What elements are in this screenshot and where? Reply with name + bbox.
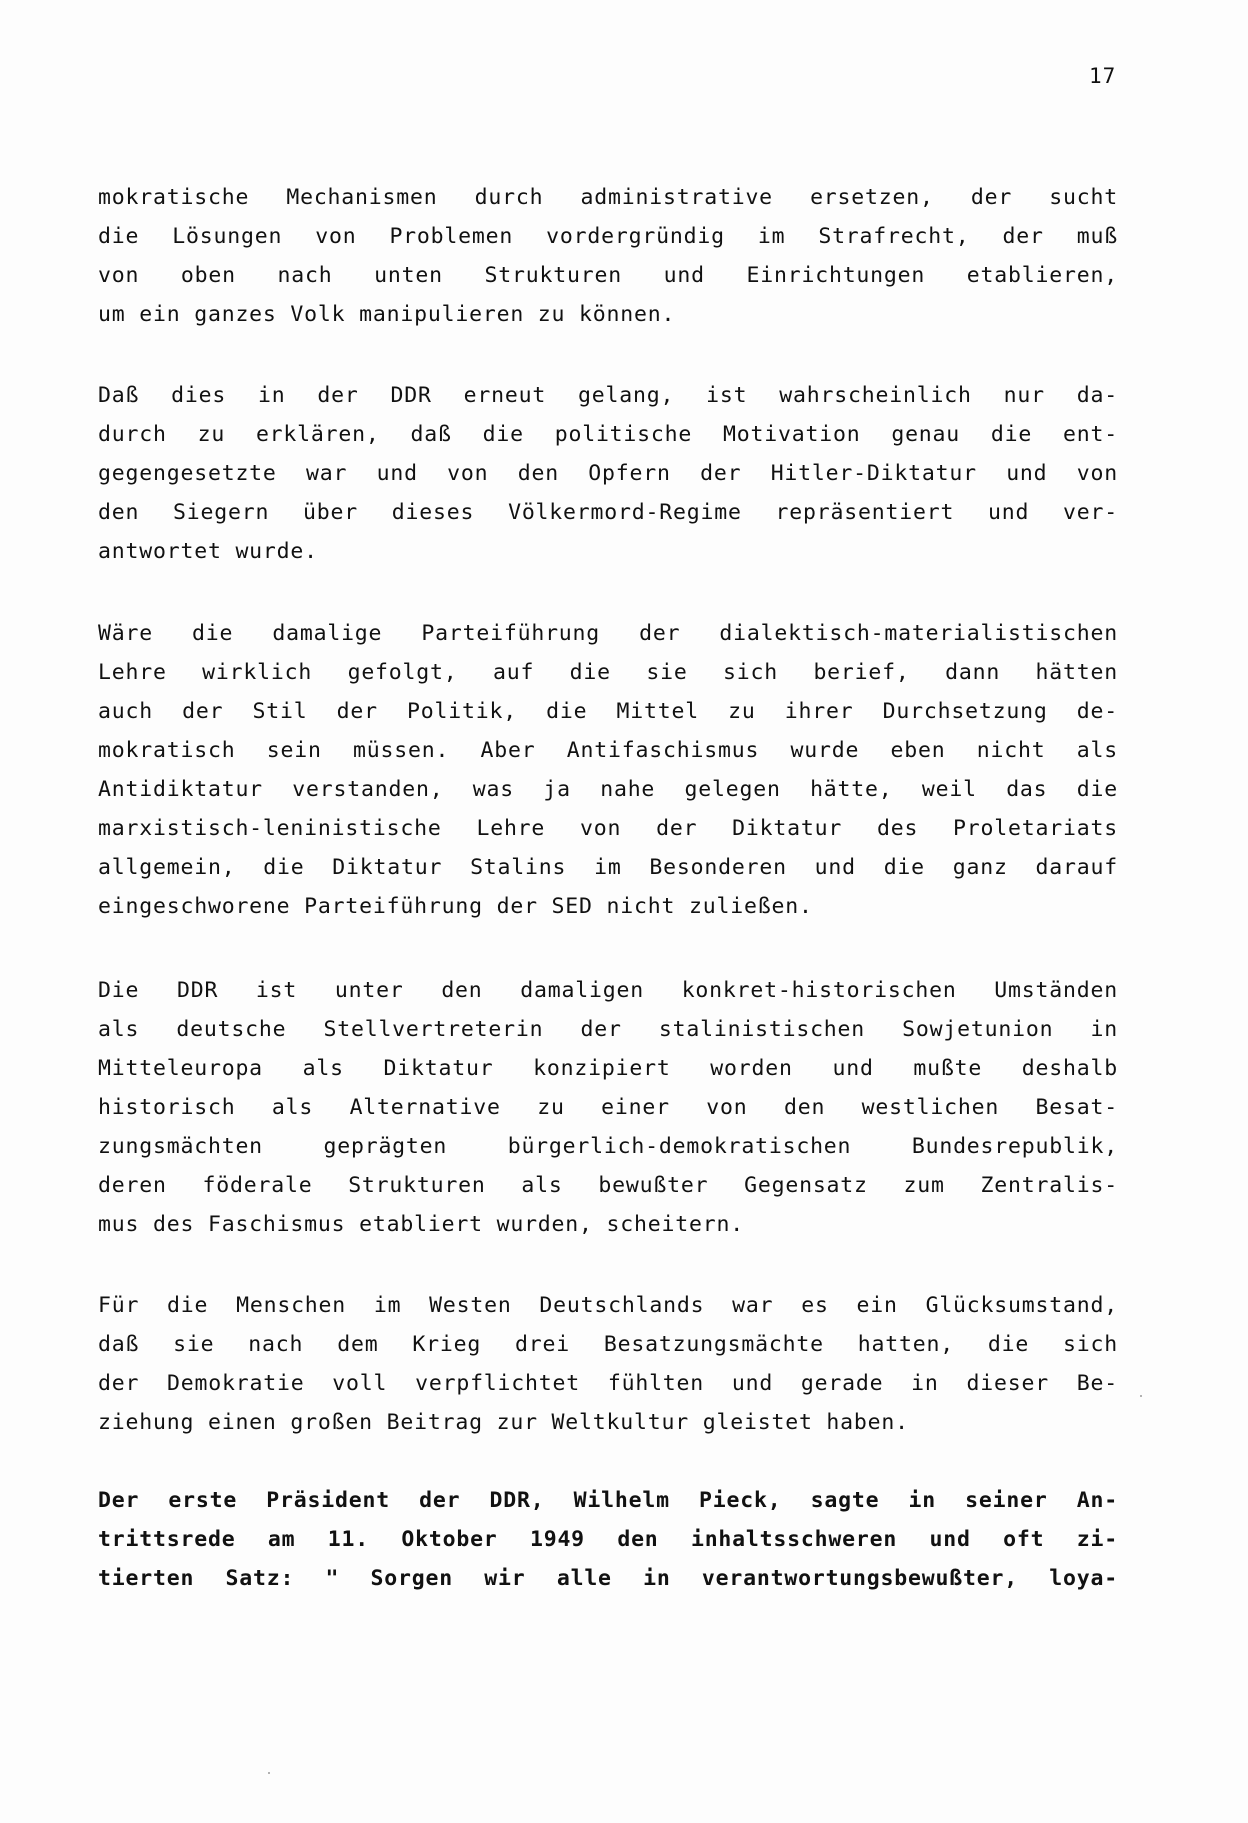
text-line: daß sie nach dem Krieg drei Besatzungsmächte hatten, die sich <box>98 1332 1118 1357</box>
scan-speck <box>1140 1395 1142 1397</box>
text-line: eingeschworene Parteiführung der SED nicht zuließen. <box>98 894 813 919</box>
paragraph-3 <box>98 614 1118 926</box>
text-line: tierten Satz: " Sorgen wir alle in verantwortungsbewußter, loya- <box>98 1566 1118 1591</box>
text-line: Lehre wirklich gefolgt, auf die sie sich berief, dann hätten <box>98 660 1118 685</box>
text-line: mokratische Mechanismen durch administrative ersetzen, der sucht <box>98 185 1118 210</box>
text-line: trittsrede am 11. Oktober 1949 den inhaltsschweren und oft zi- <box>98 1527 1118 1552</box>
text-line: durch zu erklären, daß die politische Motivation genau die ent- <box>98 422 1118 447</box>
paragraph-5 <box>98 1286 1118 1442</box>
text-line: antwortet wurde. <box>98 539 318 564</box>
text-line: auch der Stil der Politik, die Mittel zu ihrer Durchsetzung de- <box>98 699 1118 724</box>
text-line: den Siegern über dieses Völkermord-Regime repräsentiert und ver- <box>98 500 1118 525</box>
scan-speck <box>268 1772 270 1774</box>
text-line: zungsmächten geprägten bürgerlich-demokratischen Bundesrepublik, <box>98 1134 1118 1159</box>
text-line: von oben nach unten Strukturen und Einrichtungen etablieren, <box>98 263 1118 288</box>
text-line: Wäre die damalige Parteiführung der dialektisch-materialistischen <box>98 621 1118 646</box>
text-line: Daß dies in der DDR erneut gelang, ist wahrscheinlich nur da- <box>98 383 1118 408</box>
text-line: historisch als Alternative zu einer von den westlichen Besat- <box>98 1095 1118 1120</box>
page-number: 17 <box>1089 64 1117 88</box>
text-line: Mitteleuropa als Diktatur konzipiert worden und mußte deshalb <box>98 1056 1118 1081</box>
text-line: deren föderale Strukturen als bewußter Gegensatz zum Zentralis- <box>98 1173 1118 1198</box>
paragraph-1 <box>98 178 1118 334</box>
text-line: um ein ganzes Volk manipulieren zu können. <box>98 302 676 327</box>
paragraph-4 <box>98 971 1118 1244</box>
text-line: mus des Faschismus etabliert wurden, scheitern. <box>98 1212 744 1237</box>
text-line: die Lösungen von Problemen vordergründig im Strafrecht, der muß <box>98 224 1118 249</box>
paragraph-6-bold <box>98 1481 1118 1598</box>
text-line: gegengesetzte war und von den Opfern der Hitler-Diktatur und von <box>98 461 1118 486</box>
paragraph-2 <box>98 376 1118 571</box>
text-line: als deutsche Stellvertreterin der stalinistischen Sowjetunion in <box>98 1017 1118 1042</box>
text-line: Für die Menschen im Westen Deutschlands war es ein Glücksumstand, <box>98 1293 1118 1318</box>
text-line: Antidiktatur verstanden, was ja nahe gelegen hätte, weil das die <box>98 777 1118 802</box>
text-line: mokratisch sein müssen. Aber Antifaschismus wurde eben nicht als <box>98 738 1118 763</box>
text-line: Die DDR ist unter den damaligen konkret-historischen Umständen <box>98 978 1118 1003</box>
text-line: der Demokratie voll verpflichtet fühlten und gerade in dieser Be- <box>98 1371 1118 1396</box>
text-line: marxistisch-leninistische Lehre von der Diktatur des Proletariats <box>98 816 1118 841</box>
text-line: allgemein, die Diktatur Stalins im Besonderen und die ganz darauf <box>98 855 1118 880</box>
text-line: Der erste Präsident der DDR, Wilhelm Pieck, sagte in seiner An- <box>98 1488 1118 1513</box>
text-line: ziehung einen großen Beitrag zur Weltkultur gleistet haben. <box>98 1410 909 1435</box>
